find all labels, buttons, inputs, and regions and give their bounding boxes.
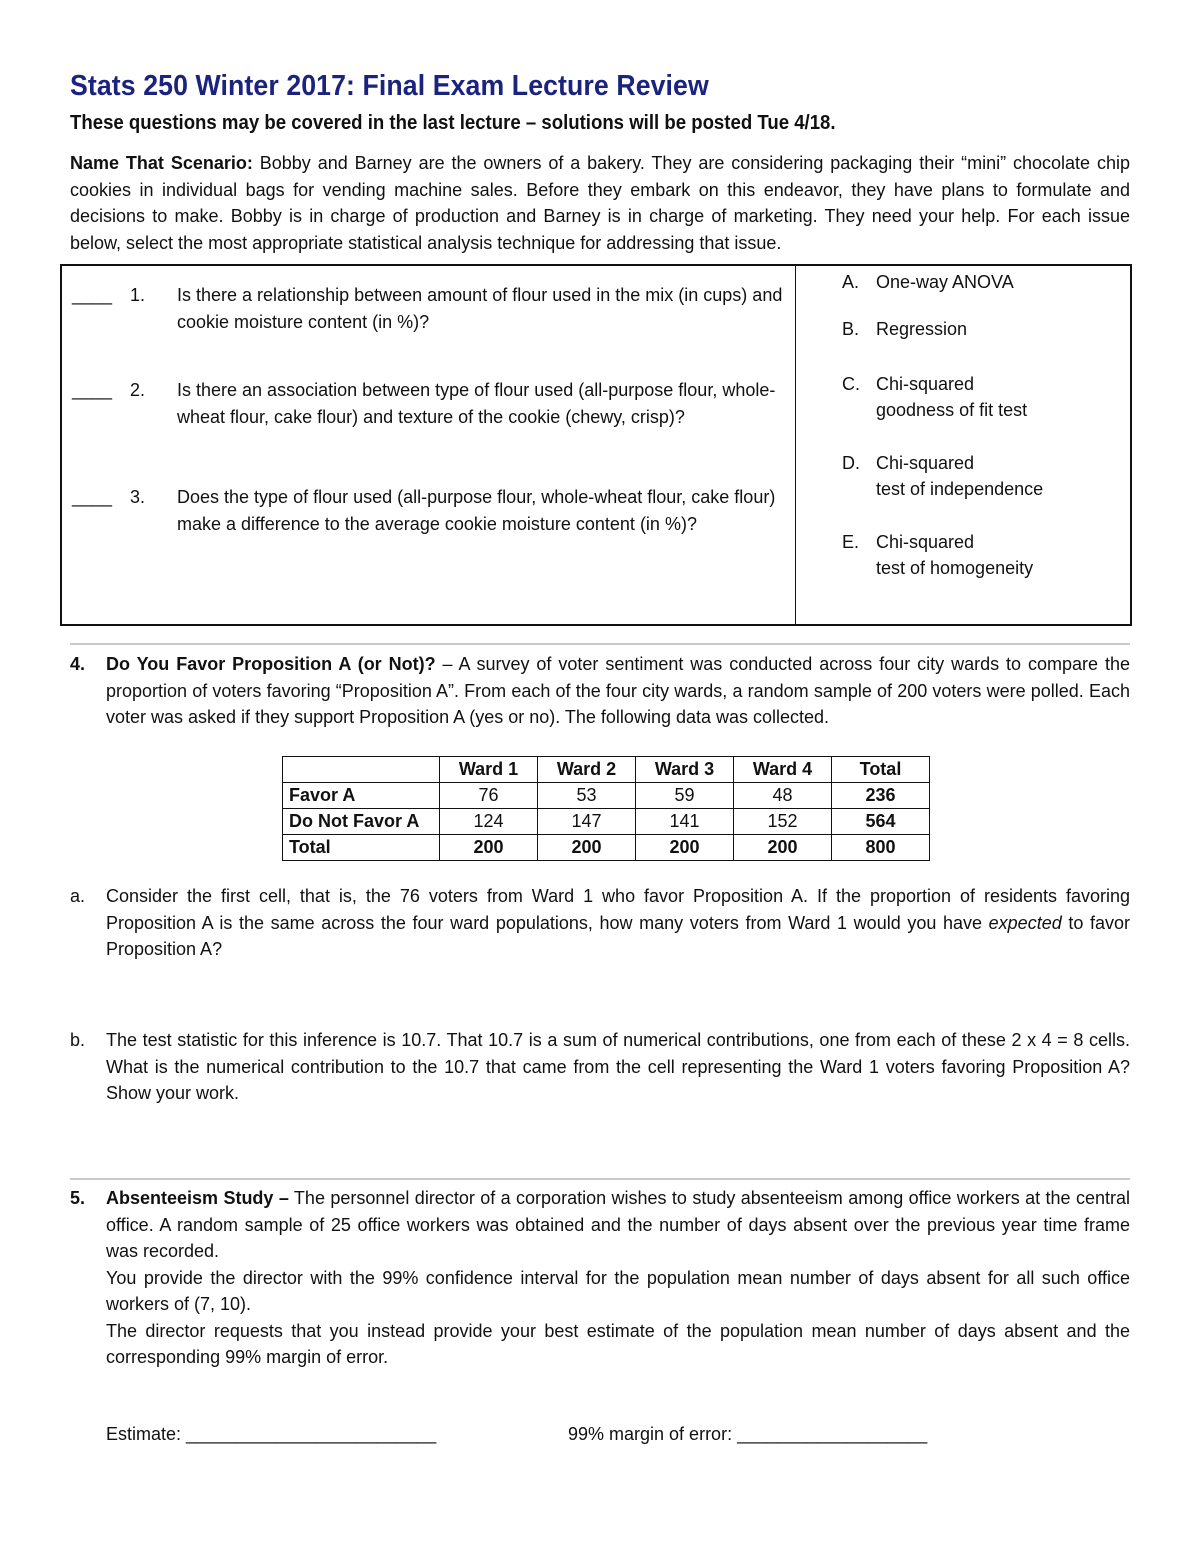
answer-blank-1[interactable]: ____ <box>72 285 113 305</box>
section-separator-1 <box>70 643 1130 645</box>
section-separator-2 <box>70 1178 1130 1180</box>
column-header: Total <box>832 757 930 783</box>
table-row <box>283 835 930 861</box>
page-subtitle: These questions may be covered in the last lecture – solutions will be posted Tue 4/18. <box>70 112 836 134</box>
table-cell-total: 200 <box>538 835 636 861</box>
table-header-row <box>283 757 930 783</box>
question-4a-label: a. <box>70 886 86 906</box>
question-5-text: The personnel director of a corporation wishes to study absenteeism among office workers at the central office. A random sample of 25 office workers was obtained and the number of days absent over the previous year time frame was recorded. <box>106 1188 1130 1261</box>
table-row <box>283 809 930 835</box>
scenario-text: Bobby and Barney are the owners of a bakery. They are considering packaging their “mini” chocolate chip cookies in individual bags for vending machine sales. Before they embark on this endeavor, they have plans to formulate and decisions to make. Bobby is in charge of production and Barney is in charge of marketing. They need your help. For each issue below, select the most appropriate statistical analysis technique for addressing that issue. <box>70 153 1130 253</box>
row-header: Do Not Favor A <box>283 809 440 835</box>
matching-divider <box>795 266 796 624</box>
question-5-lead: Absenteeism Study – <box>106 1188 289 1208</box>
table-cell: 59 <box>636 783 734 809</box>
question-5-para3: The director requests that you instead provide your best estimate of the population mean number of days absent and the corresponding 99% margin of error. <box>106 1320 1130 1367</box>
question-text-2: Is there an association between type of flour used (all-purpose flour, whole-wheat flour, cake flour) and texture of the cookie (chewy, crisp)? <box>177 380 776 427</box>
question-4-number: 4. <box>70 654 86 674</box>
question-5-para2: You provide the director with the 99% confidence interval for the population mean number of days absent for all such office workers of (7, 10). <box>106 1267 1130 1314</box>
question-4a-emphasis: expected <box>988 912 1062 933</box>
question-text-3: Does the type of flour used (all-purpose flour, whole-wheat flour, cake flour) make a difference to the average cookie moisture content (in %)? <box>177 487 776 534</box>
answer-blank-2[interactable]: ____ <box>72 380 113 400</box>
table-cell: 53 <box>538 783 636 809</box>
question-5 <box>70 1185 1130 1371</box>
table-cell: 147 <box>538 809 636 835</box>
table-cell: 152 <box>734 809 832 835</box>
question-4-lead: Do You Favor Proposition A (or Not)? <box>106 654 436 674</box>
question-number-2: 2. <box>130 380 146 400</box>
column-header: Ward 4 <box>734 757 832 783</box>
question-4b-label: b. <box>70 1030 86 1050</box>
scenario-intro <box>70 150 1130 256</box>
row-header: Total <box>283 835 440 861</box>
column-header: Ward 2 <box>538 757 636 783</box>
table-cell: 141 <box>636 809 734 835</box>
question-4 <box>70 651 1130 731</box>
table-cell-total: 200 <box>734 835 832 861</box>
margin-of-error-answer-field[interactable]: 99% margin of error: ___________________ <box>568 1424 928 1444</box>
column-header: Ward 1 <box>440 757 538 783</box>
question-number-3: 3. <box>130 487 146 507</box>
scenario-lead: Name That Scenario: <box>70 153 253 173</box>
ward-data-table <box>282 756 930 861</box>
question-4-text: – A survey of voter sentiment was conducted across four city wards to compare the proportion of voters favoring “Proposition A”. From each of the four city wards, a random sample of 200 voters were polled. Each voter was asked if they support Proposition A (yes or no). The following data was collected. <box>106 654 1130 727</box>
table-cell: 124 <box>440 809 538 835</box>
question-5-number: 5. <box>70 1188 86 1208</box>
table-cell-total: 236 <box>832 783 930 809</box>
question-number-1: 1. <box>130 285 146 305</box>
table-cell-total: 200 <box>636 835 734 861</box>
table-row <box>283 783 930 809</box>
estimate-answer-field[interactable]: Estimate: _________________________ <box>106 1424 437 1444</box>
question-4a: a. Consider the first cell, that is, the 76 voters from Ward 1 who favor Proposition A. If the proportion of residents favoring Proposition A is the same across the four ward populations, how many voters from Ward 1 would you have expected to favor Proposition A? <box>70 883 1130 963</box>
table-cell-total: 200 <box>440 835 538 861</box>
question-text-1: Is there a relationship between amount of flour used in the mix (in cups) and cookie moisture content (in %)? <box>177 285 783 332</box>
answer-blank-3[interactable]: ____ <box>72 487 113 507</box>
table-cell: 76 <box>440 783 538 809</box>
row-header: Favor A <box>283 783 440 809</box>
table-cell: 48 <box>734 783 832 809</box>
question-4b: b. The test statistic for this inference is 10.7. That 10.7 is a sum of numerical contributions, one from each of these 2 x 4 = 8 cells. What is the numerical contribution to the 10.7 that came from the cell representing the Ward 1 voters favoring Proposition A? Show your work. <box>70 1027 1130 1107</box>
page-title: Stats 250 Winter 2017: Final Exam Lecture Review <box>70 70 709 102</box>
table-cell-total: 564 <box>832 809 930 835</box>
matching-box: ____ 1. Is there a relationship between amount of flour used in the mix (in cups) and cookie moisture content (in %)? ____ 2. Is there an association between type of flour used (all-purpose flour, whole-wheat flour, cake flour) and texture of the cookie (chewy, crisp)? ____ 3. Does the type of flour used (all-purpose flour, whole-wheat flour, cake flour) make a difference to the average cookie moisture content (in %)? A. One-way ANOVA B. Regression C. Chi-squared goodness of fit test D. Chi-squared test of independence E. Chi-squared test of homogeneity <box>60 264 1132 626</box>
table-cell-total: 800 <box>832 835 930 861</box>
column-header: Ward 3 <box>636 757 734 783</box>
